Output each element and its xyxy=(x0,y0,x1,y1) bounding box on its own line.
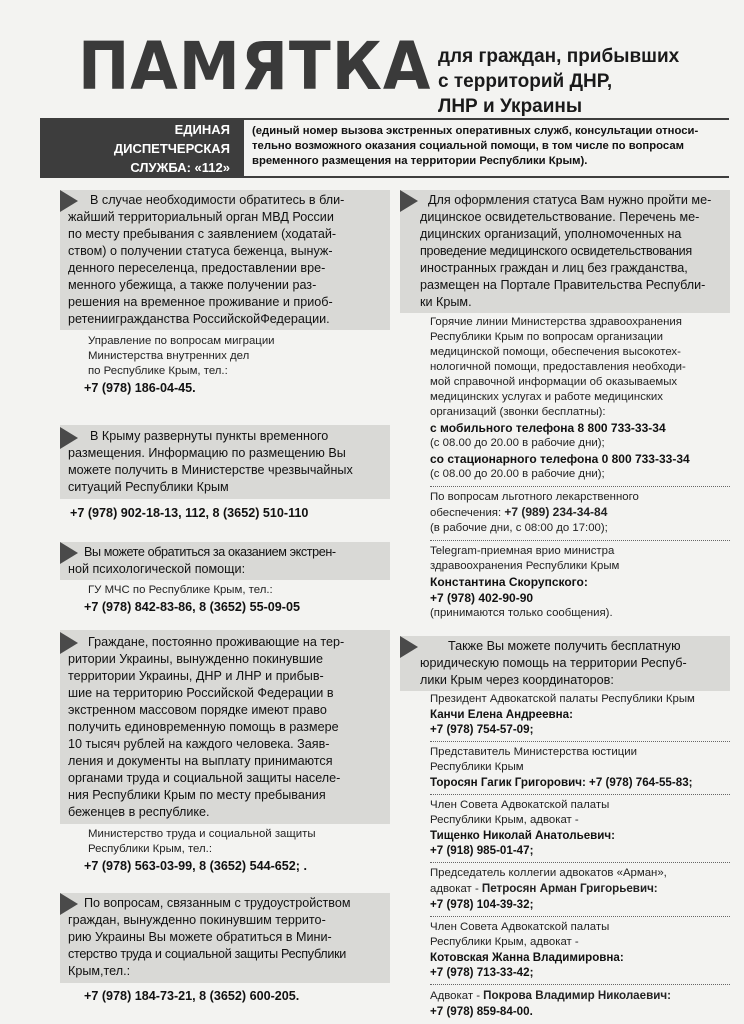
psychological-help-text: Вы можете обратиться за оказанием экстрен- ной психологической помощи: xyxy=(60,542,390,580)
separator xyxy=(430,794,730,795)
page-subtitle: для граждан, прибывших с территорий ДНР, ЛНР и Украины xyxy=(438,46,680,117)
employment-phone: +7 (978) 184-73-21, 8 (3652) 600-205. xyxy=(84,989,300,1003)
psychological-help-phone: +7 (978) 842-83-86, 8 (3652) 55-09-05 xyxy=(84,600,300,614)
housing-phone: +7 (978) 902-18-13, 112, 8 (3652) 510-110 xyxy=(70,506,309,520)
migration-org: Управление по вопросам миграции Министерства внутренних дел по Республике Крым, тел.: xyxy=(88,335,275,377)
landline-hotline: со стационарного телефона 0 800 733-33-34 xyxy=(430,452,690,466)
medical-exam-text: Для оформления статуса Вам нужно пройти ме- дицинское освидетельствование. Перечень ме- дицинских организаций, уполномоченных на проведение медицинского освидетельствования иностранных граждан и лиц без гражданства, размещен на Портале Правительства Республи- ки Крым. xyxy=(400,190,730,313)
dispatch-service-label: ЕДИНАЯ ДИСПЕТЧЕРСКАЯ СЛУЖБА: «112» xyxy=(40,118,244,178)
legal-coordinators: Президент Адвокатской палаты Республики Крым Канчи Елена Андреевна: +7 (978) 754-57-09; Представитель Министерства юстиции Республики Крым Торосян Гагик Григорович: +7 (978) 764-55-83; Член Совета Адвокатской палаты Республики Крым, адвокат - Тищенко Николай Анатольевич: +7 (918) 985-01-47; Председатель коллегии адвокатов «Арман», адвокат - Петросян Арман Григорьевич: +7 (978) 104-39-32; Член Совета Адвокатской палаты Республики Крым, адвокат - Котовская Жанна Владимировна: +7 (978) 713-33-42; Адвокат - Покрова Владимир Николаевич: +7 (978) 859-84-00. xyxy=(400,691,730,1019)
arrow-icon xyxy=(60,542,78,564)
one-time-payment-block xyxy=(60,630,390,873)
psychological-help-org: ГУ МЧС по Республике Крым, тел.: xyxy=(88,584,273,596)
mobile-hotline: с мобильного телефона 8 800 733-33-34 xyxy=(430,421,666,435)
psychological-help-block xyxy=(60,542,390,614)
legal-help-block xyxy=(400,636,730,1019)
arrow-icon xyxy=(60,893,78,915)
separator xyxy=(430,741,730,742)
separator xyxy=(430,862,730,863)
telegram-phone: +7 (978) 402-90-90 xyxy=(430,591,534,605)
separator xyxy=(430,540,730,541)
arrow-icon xyxy=(60,190,78,212)
migration-block xyxy=(60,190,390,395)
migration-phone: +7 (978) 186-04-45. xyxy=(84,381,196,395)
temporary-housing-block xyxy=(60,425,390,520)
employment-block xyxy=(60,893,390,1003)
separator xyxy=(430,486,730,487)
medical-exam-block xyxy=(400,190,730,621)
employment-text: По вопросам, связанным с трудоустройством граждан, вынужденно покинувшим террито- рию Украины Вы можете обратиться в Мини- стерство труда и социальной защиты Республики Крым,тел.: xyxy=(60,893,390,983)
one-time-payment-text: Граждане, постоянно проживающие на тер- ритории Украины, вынужденно покинувшие территории Украины, ДНР и ЛНР и прибыв- шие на территорию Российской Федерации в экстренном массовом порядке имеют право получить единовременную помощь в размере 10 тысяч рублей на каждого человека. Заяв- ления и документы на выплату принимаются органами труда и социальной защиты населе- ния Республики Крым по месту пребывания беженцев в республике. xyxy=(60,630,390,824)
separator xyxy=(430,984,730,985)
arrow-icon xyxy=(400,636,418,658)
page-title: ПАМЯТКА xyxy=(78,28,432,105)
drugs-line: обеспечения: +7 (989) 234-34-84 xyxy=(430,505,608,519)
one-time-payment-phone: +7 (978) 563-03-99, 8 (3652) 544-652; . xyxy=(84,859,307,873)
temporary-housing-text: В Крыму развернуты пункты временного размещения. Информацию по размещению Вы можете получить в Министерстве чрезвычайных ситуаций Республики Крым xyxy=(60,425,390,499)
arrow-icon xyxy=(60,632,78,654)
legal-help-text: Также Вы можете получить бесплатную юридическую помощь на территории Респуб- лики Крым через координаторов: xyxy=(400,636,730,691)
health-hotlines: Горячие линии Министерства здравоохранения Республики Крым по вопросам организации медицинской помощи, обеспечения высокотех- нологичной помощи, предоставления необходи- мой справочной информации об оказываемых медицинских услугах и работе медицинских организаций (звонки бесплатны): с мобильного телефона 8 800 733-33-34 (с 08.00 до 20.00 в рабочие дни); со стационарного телефона 0 800 733-33-34 (с 08.00 до 20.00 в рабочие дни); По вопросам льготного лекарственного обеспечения: +7 (989) 234-34-84 (в рабочие дни, с 08:00 до 17:00); Telegram-приемная врио министра здравоохранения Республики Крым Константина Скорупского: +7 (978) 402-90-90 (принимаются только сообщения). xyxy=(400,313,730,621)
migration-text: В случае необходимости обратитесь в бли- жайший территориальный орган МВД России по месту пребывания с заявлением (ходатай- ством) о получении статуса беженца, вынуж- денного переселенца, предоставлении вре- менного убежища, а также получении раз- решения на временное проживание и приоб- ретениигражданства РоссийскойФедерации. xyxy=(60,190,390,330)
arrow-icon xyxy=(60,427,78,449)
dispatch-service-note: (единый номер вызова экстренных оперативных служб, консультации относи- тельно возможного оказания социальной помощи, в том числе по вопросам временного размещения на территории Республики Крым). xyxy=(244,118,729,178)
one-time-payment-org: Министерство труда и социальной защиты Республики Крым, тел.: xyxy=(88,828,316,855)
separator xyxy=(430,916,730,917)
arrow-icon xyxy=(400,190,418,212)
